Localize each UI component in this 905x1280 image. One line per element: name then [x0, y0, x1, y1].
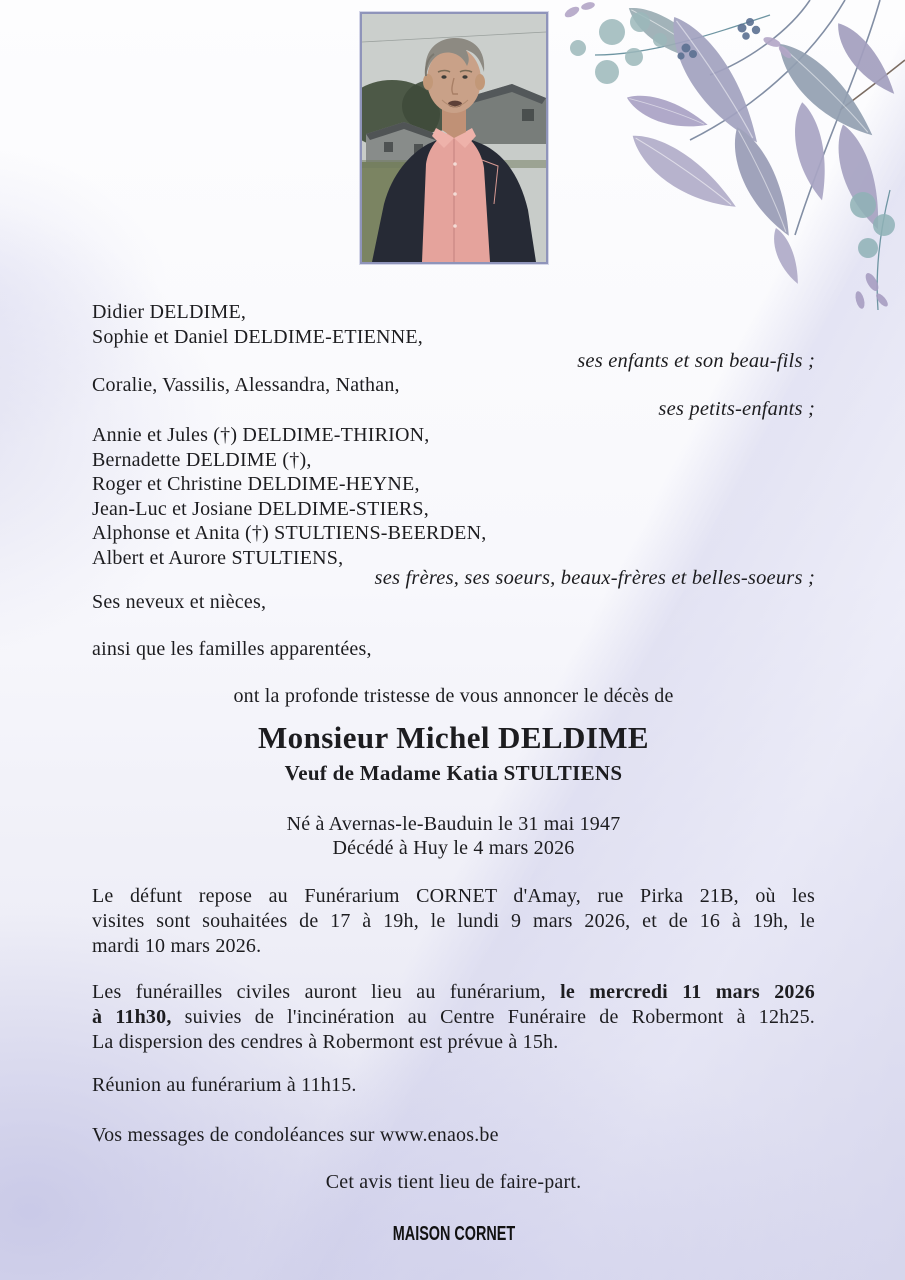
condolences-text: Vos messages de condoléances sur — [92, 1124, 380, 1146]
family-line: Bernadette DELDIME (†), — [92, 448, 312, 471]
watercolor-leaves-decor — [560, 0, 905, 335]
family-line: Sophie et Daniel DELDIME-ETIENNE, — [92, 325, 423, 348]
condolences-line — [92, 1123, 815, 1148]
family-line: Jean-Luc et Josiane DELDIME-STIERS, — [92, 497, 429, 520]
family-group-children — [92, 300, 815, 349]
nephews-line: Ses neveux et nièces, — [92, 591, 267, 613]
relation-label-siblings: ses frères, ses soeurs, beaux-frères et belles-soeurs ; — [374, 567, 815, 589]
family-line: Alphonse et Anita (†) STULTIENS-BEERDEN, — [92, 522, 487, 544]
visitation-line: mardi 10 mars 2026. — [92, 934, 262, 957]
funeral-time-bold: à 11h30, — [92, 1005, 172, 1028]
funeral-paragraph — [92, 980, 815, 1054]
visitation-line: visites sont souhaitées de 17 à 19h, le lundi 9 mars 2026, et de 16 à 19h, le — [92, 909, 815, 932]
notice-line: Cet avis tient lieu de faire-part. — [325, 1171, 582, 1193]
funeral-line: Les funérailles civiles auront lieu au funérarium, le mercredi 11 mars 2026 — [92, 981, 816, 1003]
family-line: Coralie, Vassilis, Alessandra, Nathan, — [92, 374, 400, 396]
family-group-siblings — [92, 423, 815, 570]
family-line: Annie et Jules (†) DELDIME-THIRION, — [92, 424, 430, 446]
family-line: Albert et Aurore STULTIENS, — [92, 546, 344, 569]
deceased-portrait-photo — [360, 12, 548, 264]
visitation-line: Le défunt repose au Funérarium CORNET d'Amay, rue Pirka 21B, où les — [92, 885, 815, 907]
funeral-home-logo-text: MAISON CORNET — [392, 1223, 515, 1245]
deceased-subtitle: Veuf de Madame Katia STULTIENS — [284, 761, 623, 785]
condolences-url[interactable]: www.enaos.be — [379, 1124, 499, 1146]
deceased-name: Monsieur Michel DELDIME — [258, 720, 649, 755]
visitation-paragraph — [92, 884, 815, 958]
funeral-line: La dispersion des cendres à Robermont est prévue à 15h. — [92, 1030, 559, 1053]
relation-label-grandchildren: ses petits-enfants ; — [658, 398, 815, 420]
relation-label-children: ses enfants et son beau-fils ; — [577, 350, 815, 372]
funeral-date-bold: le mercredi 11 mars 2026 — [560, 981, 816, 1003]
intro-line: ont la profonde tristesse de vous annoncer le décès de — [233, 685, 674, 707]
family-line: Didier DELDIME, — [92, 301, 247, 323]
meeting-line: Réunion au funérarium à 11h15. — [92, 1074, 357, 1096]
family-line: Roger et Christine DELDIME-HEYNE, — [92, 473, 420, 495]
funeral-home-logo — [92, 1222, 815, 1247]
funeral-line: à 11h30, suivies de l'incinération au Centre Funéraire de Robermont à 12h25. — [92, 1005, 815, 1028]
birth-line: Né à Avernas-le-Bauduin le 31 mai 1947 — [286, 813, 621, 835]
families-line: ainsi que les familles apparentées, — [92, 638, 372, 660]
death-line: Décédé à Huy le 4 mars 2026 — [332, 837, 575, 859]
family-group-grandchildren — [92, 373, 815, 398]
